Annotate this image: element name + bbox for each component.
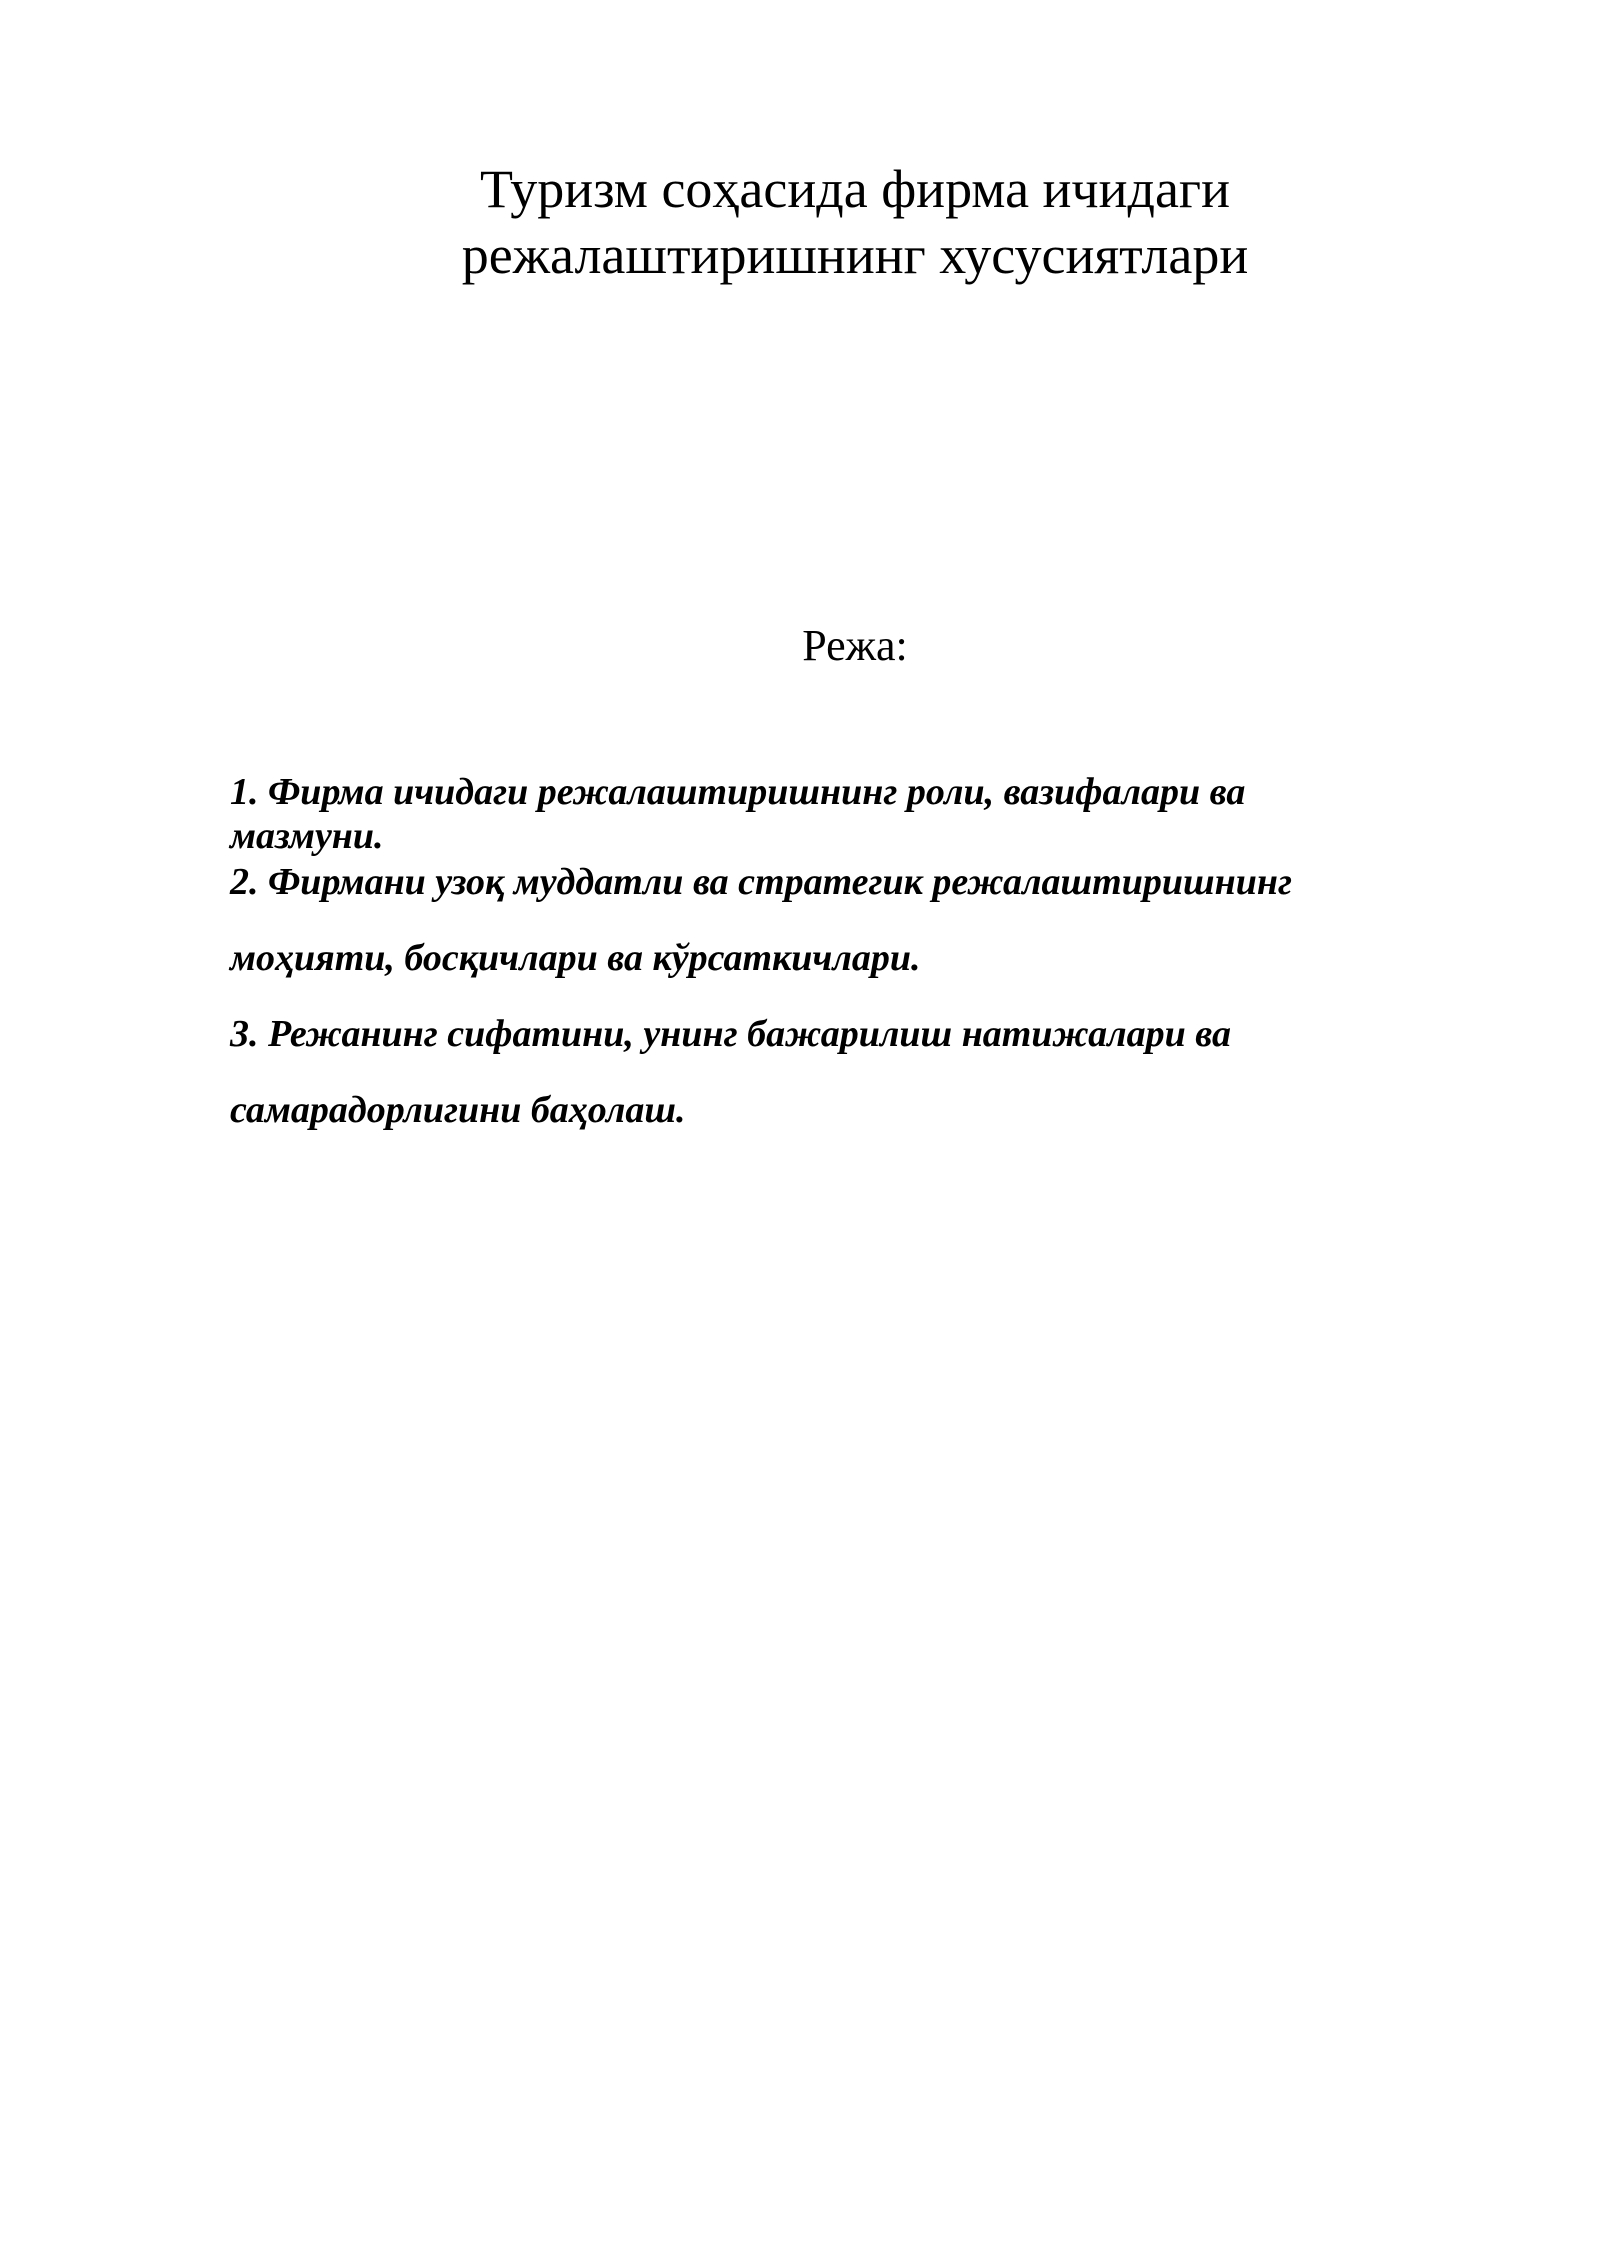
plan-heading: Режа: (802, 621, 908, 670)
plan-item (230, 844, 1490, 996)
title-line: режалаштиришнинг хусусиятлари (461, 225, 1249, 285)
title-line: Туризм соҳасида фирма ичидаги (480, 159, 1230, 219)
plan-item-line: самарадорлигини баҳолаш. (230, 1089, 686, 1131)
plan-item-line: 2. Фирмани узоқ муддатли ва стратегик режалаштиришнинг (230, 861, 1293, 903)
plan-item-line: моҳияти, босқичлари ва кўрсаткичлари. (230, 937, 921, 979)
plan-item-line: 3. Режанинг сифатини, унинг бажарилиш натижалари ва (230, 1013, 1232, 1055)
document-title (330, 156, 1380, 288)
plan-item-line: мазмуни. (230, 815, 384, 857)
plan-item-line: 1. Фирма ичидаги режалаштиришнинг роли, вазифалари ва (230, 771, 1246, 813)
plan-item (230, 996, 1490, 1148)
plan-list (230, 770, 1490, 1148)
